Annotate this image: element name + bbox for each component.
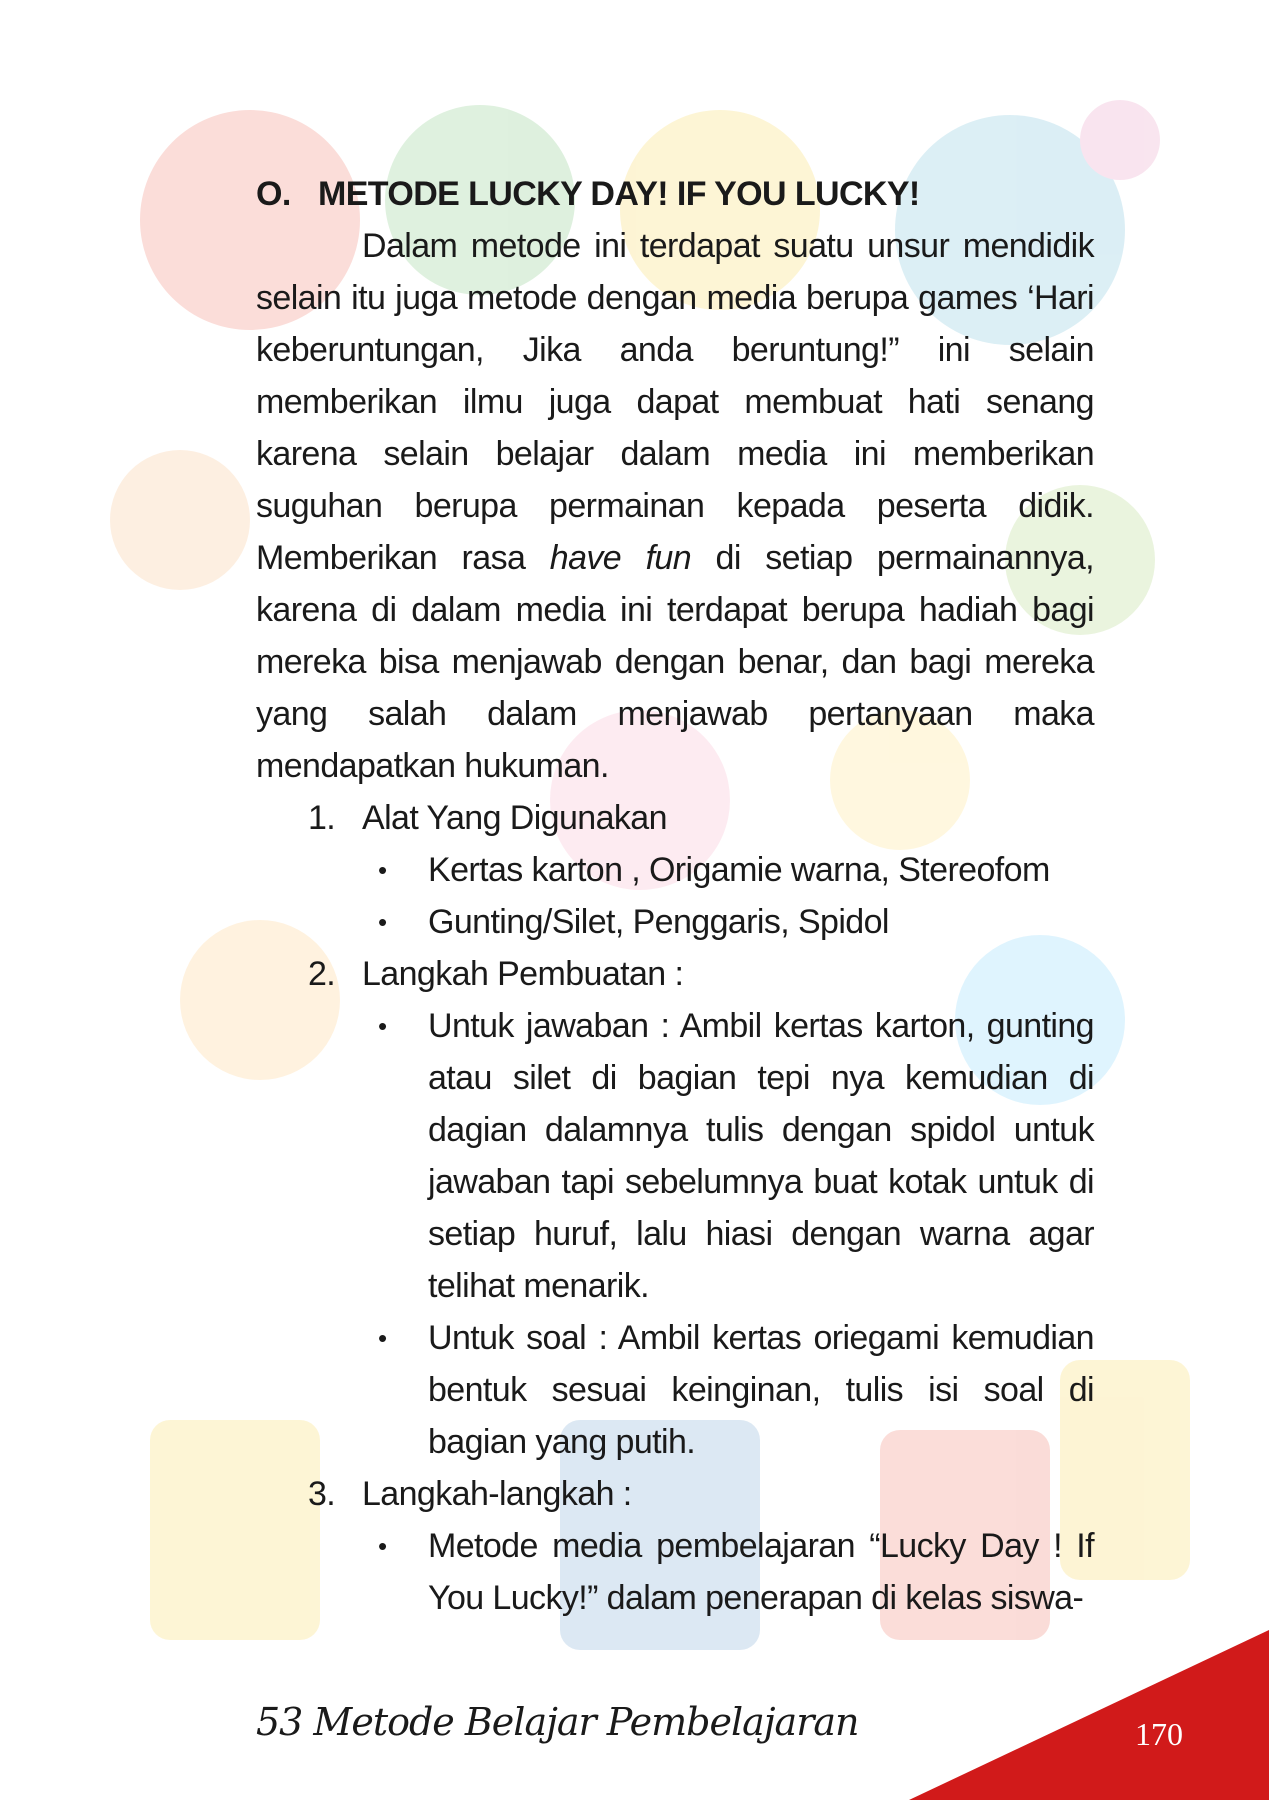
list-title: Langkah Pembuatan :	[362, 955, 684, 993]
bullet-text: Gunting/Silet, Penggaris, Spidol	[428, 903, 889, 941]
bullet-item	[256, 896, 1094, 948]
bullet-text: Metode media pembelajaran “Lucky Day ! If You Lucky!” dalam penerapan di kelas siswa-	[428, 1527, 1094, 1617]
paragraph-text-after: di setiap permainannya, karena di dalam media ini terdapat berupa hadiah bagi mereka bisa menjawab dengan benar, dan bagi mereka yang salah dalam menjawab pertanyaan maka mendapatkan hukuman.	[256, 539, 1094, 785]
kid-icon	[110, 450, 250, 590]
page-body	[256, 168, 1094, 1624]
bullet-text: Untuk soal : Ambil kertas oriegami kemudian bentuk sesuai keinginan, tulis isi soal di bagian yang putih.	[428, 1319, 1094, 1461]
bullet-item	[256, 1520, 1094, 1624]
page-number: 170	[1135, 1716, 1183, 1752]
bullet-icon: •	[378, 1011, 387, 1041]
bullet-list	[256, 844, 1094, 948]
bullet-list	[256, 1520, 1094, 1624]
list-number: 3.	[308, 1475, 336, 1513]
numbered-list	[256, 792, 1094, 1624]
section-letter: O.	[256, 175, 291, 213]
list-number: 2.	[308, 955, 336, 993]
bullet-icon: •	[378, 1531, 387, 1561]
list-item-steps	[256, 1468, 1094, 1520]
bullet-text: Untuk jawaban : Ambil kertas karton, gunting atau silet di bagian tepi nya kemudian di dagian dalamnya tulis dengan spidol untuk jawaban tapi sebelumnya buat kotak untuk di setiap huruf, lalu hiasi dengan warna agar telihat menarik.	[428, 1007, 1094, 1305]
bullet-item	[256, 844, 1094, 896]
intro-paragraph	[256, 220, 1094, 792]
footer-book-title: 53 Metode Belajar Pembelajaran	[256, 1700, 859, 1744]
page-corner-triangle	[909, 1630, 1269, 1800]
list-title: Langkah-langkah :	[362, 1475, 632, 1513]
bullet-icon: •	[378, 855, 387, 885]
list-item-tools	[256, 792, 1094, 844]
bullet-item	[256, 1312, 1094, 1468]
section-title: METODE LUCKY DAY! IF YOU LUCKY!	[318, 175, 920, 213]
paragraph-text-before: Dalam metode ini terdapat suatu unsur mendidik selain itu juga metode dengan media berupa games ‘Hari keberuntungan, Jika anda beruntung!” ini selain memberikan ilmu juga dapat membuat hati senang karena selain belajar dalam media ini memberikan suguhan berupa permainan kepada peserta didik. Memberikan rasa	[256, 227, 1094, 577]
section-heading	[256, 168, 1094, 220]
bullet-text: Kertas karton , Origamie warna, Stereofom	[428, 851, 1050, 889]
bullet-icon: •	[378, 907, 387, 937]
list-item-making-steps	[256, 948, 1094, 1000]
list-title: Alat Yang Digunakan	[362, 799, 667, 837]
paragraph-italic: have fun	[549, 539, 692, 577]
bullet-list	[256, 1000, 1094, 1468]
bullet-item	[256, 1000, 1094, 1312]
bullet-icon: •	[378, 1323, 387, 1353]
list-number: 1.	[308, 799, 336, 837]
